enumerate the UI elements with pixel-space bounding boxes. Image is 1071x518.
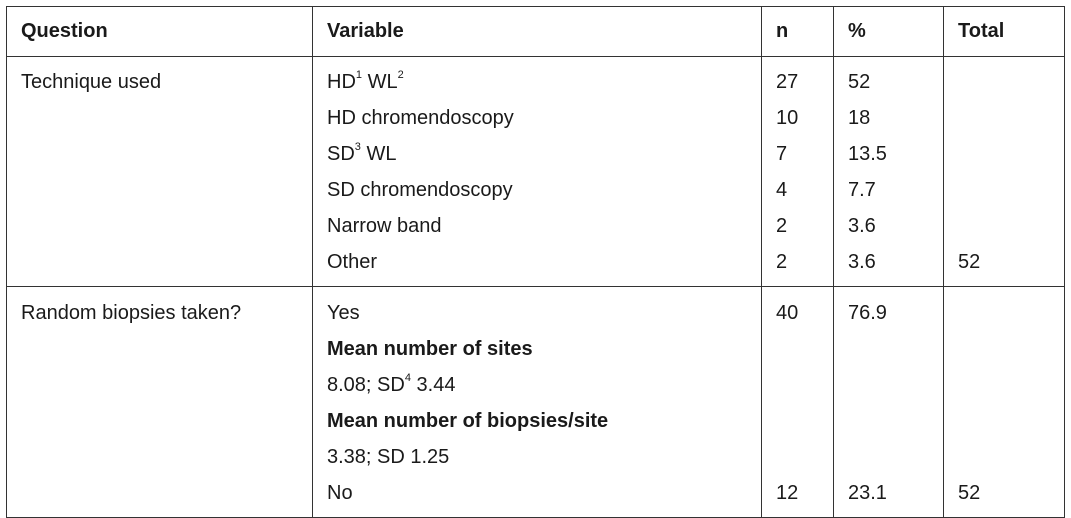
n-value: 7	[776, 143, 788, 165]
variable-value: $HD^1$ $WL^2$	[327, 69, 404, 93]
footnote-marker: 2	[397, 69, 404, 82]
total-value	[958, 439, 1050, 475]
footnote-marker: 4	[404, 372, 411, 385]
total-value	[958, 208, 1050, 244]
n-value	[776, 403, 819, 439]
n-value: 2	[776, 215, 788, 237]
n-value: 27	[776, 71, 799, 93]
n-value: 2	[776, 251, 788, 273]
total-value	[958, 64, 1050, 100]
footnote-marker: 1	[355, 69, 363, 82]
n-value: 10	[776, 107, 799, 129]
percent-value: 23.1	[848, 482, 887, 504]
percent-value: 3.6	[848, 215, 876, 237]
header-row	[7, 7, 1065, 57]
variable-value: 3.38; SD 1.25	[327, 446, 450, 468]
percent-value	[848, 403, 929, 439]
n-cell	[762, 287, 834, 518]
variable-value: Yes	[327, 302, 360, 324]
percent-value: 18	[848, 107, 871, 129]
total-value	[958, 367, 1050, 403]
total-value	[958, 331, 1050, 367]
total-value	[958, 136, 1050, 172]
question-text: Technique used	[21, 71, 162, 93]
percent-value: 76.9	[848, 302, 887, 324]
percent-value: 3.6	[848, 251, 876, 273]
question-cell	[7, 57, 313, 287]
variable-value: Other	[327, 251, 378, 273]
variable-value: Mean number of biopsies/site	[327, 410, 609, 432]
percent-value: 13.5	[848, 143, 887, 165]
total-cell	[944, 287, 1065, 518]
total-value: 52	[958, 482, 981, 504]
header-total: Total	[944, 7, 1065, 57]
total-value	[958, 100, 1050, 136]
variable-cell	[313, 57, 762, 287]
total-value	[958, 403, 1050, 439]
header-question: Question	[7, 7, 313, 57]
percent-value	[848, 439, 929, 475]
n-value: 12	[776, 482, 799, 504]
n-value	[776, 439, 819, 475]
n-value: 40	[776, 302, 799, 324]
variable-value: SD chromendoscopy	[327, 179, 513, 201]
variable-value: No	[327, 482, 353, 504]
variable-value: 8.08; $SD^4$ 3.44	[327, 372, 456, 396]
header-n: n	[762, 7, 834, 57]
percent-value	[848, 331, 929, 367]
variable-cell	[313, 287, 762, 518]
percent-cell	[834, 57, 944, 287]
table-section-row	[7, 287, 1065, 518]
header-percent: %	[834, 7, 944, 57]
header-variable: Variable	[313, 7, 762, 57]
n-value: 4	[776, 179, 788, 201]
n-cell	[762, 57, 834, 287]
variable-value: Mean number of sites	[327, 338, 533, 360]
table-section-row	[7, 57, 1065, 287]
percent-cell	[834, 287, 944, 518]
variable-value: HD chromendoscopy	[327, 107, 514, 129]
total-value: 52	[958, 251, 981, 273]
variable-value: $SD^3$ WL	[327, 141, 397, 165]
variable-value: Narrow band	[327, 215, 442, 237]
total-value	[958, 172, 1050, 208]
n-value	[776, 367, 819, 403]
question-cell	[7, 287, 313, 518]
footnote-marker: 3	[354, 141, 361, 154]
survey-results-table	[6, 6, 1065, 518]
percent-value: 7.7	[848, 179, 876, 201]
total-cell	[944, 57, 1065, 287]
percent-value: 52	[848, 71, 871, 93]
n-value	[776, 331, 819, 367]
total-value	[958, 295, 1050, 331]
percent-value	[848, 367, 929, 403]
question-text: Random biopsies taken?	[21, 302, 242, 324]
